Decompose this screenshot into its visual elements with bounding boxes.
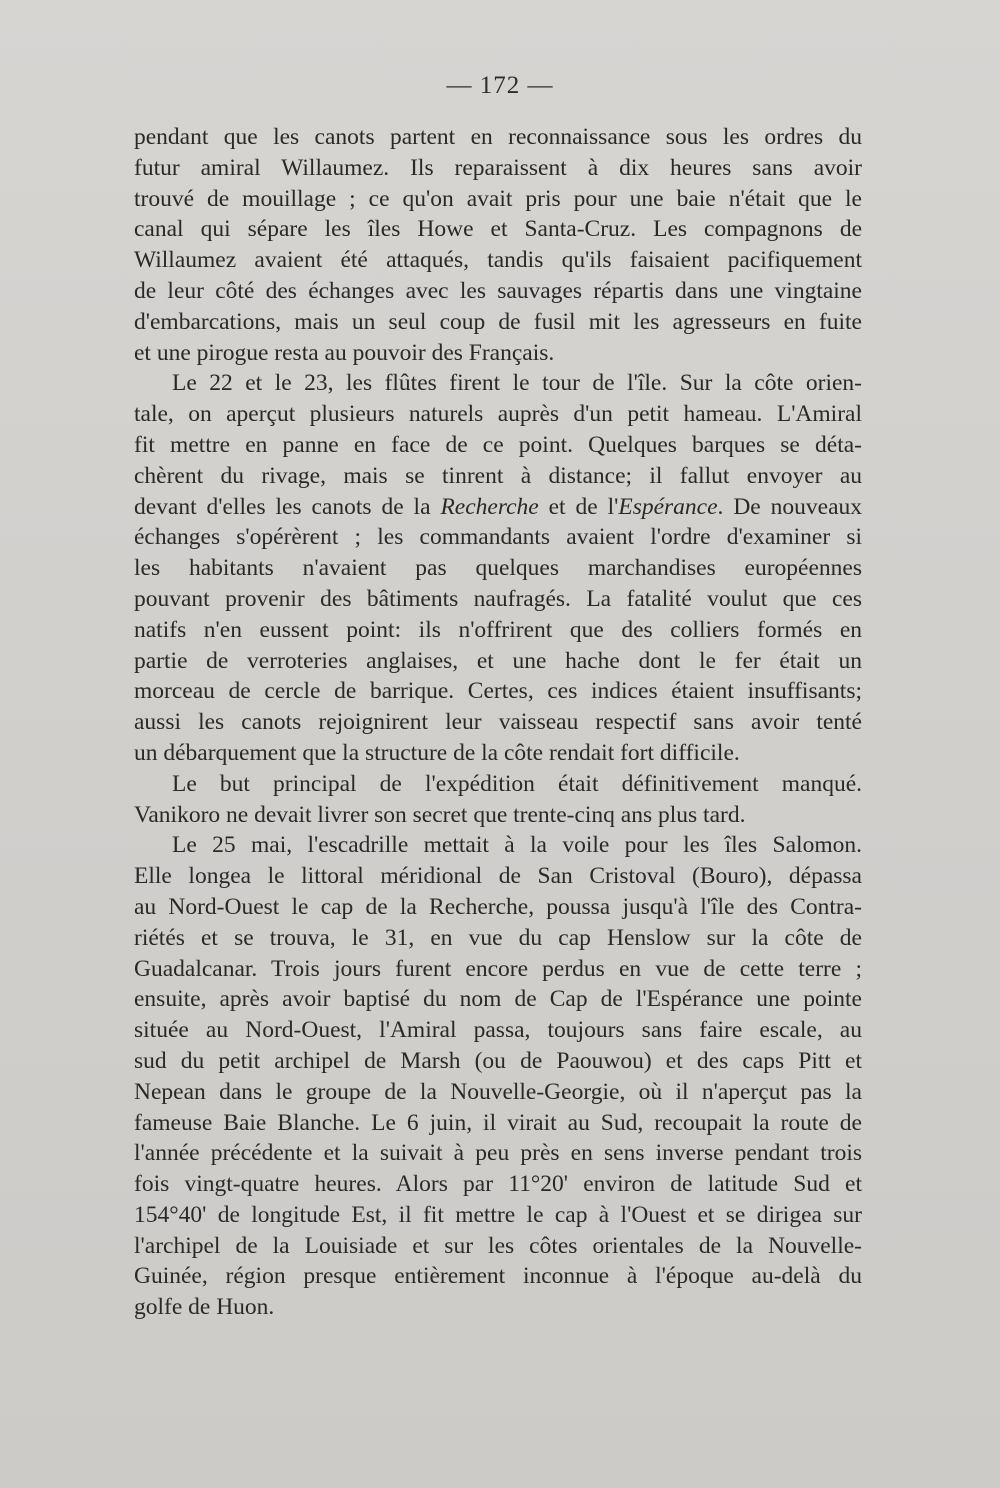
- text-line: d'embarcations, mais un seul coup de fusil mit les agresseurs en fuite: [134, 308, 862, 335]
- text-line: natifs n'en eussent point: ils n'offrirent que des colliers formés en: [134, 616, 862, 643]
- text-line: un débarquement que la structure de la côte rendait fort difficile.: [134, 739, 740, 766]
- text-line: l'archipel de la Louisiade et sur les côtes orientales de la Nouvelle-: [134, 1232, 862, 1259]
- page-number: — 172 —: [446, 72, 554, 99]
- text-line: partie de verroteries anglaises, et une hache dont le fer était un: [134, 647, 862, 674]
- text-line: au Nord-Ouest le cap de la Recherche, poussa jusqu'à l'île des Contra-: [134, 893, 862, 920]
- body-text: [134, 122, 862, 1323]
- text-line: l'année précédente et la suivait à peu près en sens inverse pendant trois: [134, 1140, 862, 1167]
- text-line: Guadalcanar. Trois jours furent encore perdus en vue de cette terre ;: [134, 955, 862, 982]
- paragraph-2: [134, 368, 862, 768]
- text-line: Le 25 mai, l'escadrille mettait à la voile pour les îles Salomon.: [172, 832, 862, 859]
- text-line: 154°40' de longitude Est, il fit mettre le cap à l'Ouest et se dirigea sur: [134, 1201, 862, 1228]
- text-line: sud du petit archipel de Marsh (ou de Paouwou) et des caps Pitt et: [134, 1047, 862, 1074]
- text-line: chèrent du rivage, mais se tinrent à distance; il fallut envoyer au: [134, 462, 862, 489]
- paragraph-1: [134, 122, 862, 368]
- text-line: aussi les canots rejoignirent leur vaisseau respectif sans avoir tenté: [134, 709, 862, 736]
- text-line: pouvant provenir des bâtiments naufragés. La fatalité voulut que ces: [134, 585, 862, 612]
- text-line-with-italics: [134, 492, 862, 523]
- text-line: Elle longea le littoral méridional de San Cristoval (Bouro), dépassa: [134, 863, 862, 890]
- text-line: de leur côté des échanges avec les sauvages répartis dans une vingtaine: [134, 277, 862, 304]
- text-run: et de l': [538, 493, 619, 520]
- text-line: ensuite, après avoir baptisé du nom de Cap de l'Espérance une pointe: [134, 986, 862, 1013]
- text-line: fit mettre en panne en face de ce point. Quelques barques se déta-: [134, 431, 862, 458]
- text-line: Le 22 et le 23, les flûtes firent le tour de l'île. Sur la côte orien-: [172, 370, 862, 397]
- text-line: pendant que les canots partent en reconnaissance sous les ordres du: [134, 124, 862, 150]
- text-line: Vanikoro ne devait livrer son secret que trente-cinq ans plus tard.: [134, 801, 746, 828]
- text-line: canal qui sépare les îles Howe et Santa-Cruz. Les compagnons de: [134, 216, 862, 243]
- text-line: Guinée, région presque entièrement inconnue à l'époque au-delà du: [134, 1263, 862, 1290]
- text-line: située au Nord-Ouest, l'Amiral passa, toujours sans faire escale, au: [134, 1017, 862, 1044]
- text-line: morceau de cercle de barrique. Certes, ces indices étaient insuffisants;: [134, 678, 862, 705]
- text-line: fameuse Baie Blanche. Le 6 juin, il virait au Sud, recoupait la route de: [134, 1109, 862, 1136]
- text-run: . De nouveaux: [717, 493, 862, 520]
- text-line: futur amiral Willaumez. Ils reparaissent à dix heures sans avoir: [134, 154, 862, 181]
- paragraph-3: [134, 769, 862, 831]
- text-run: devant d'elles les canots de la: [134, 493, 441, 520]
- text-line: trouvé de mouillage ; ce qu'on avait pris pour une baie n'était que le: [134, 185, 862, 212]
- text-line: Nepean dans le groupe de la Nouvelle-Georgie, où il n'aperçut pas la: [134, 1078, 862, 1105]
- paragraph-4: [134, 830, 862, 1323]
- text-line: les habitants n'avaient pas quelques marchandises européennes: [134, 555, 862, 582]
- text-line: Le but principal de l'expédition était définitivement manqué.: [172, 770, 862, 797]
- ship-name-esperance: Espérance: [618, 493, 718, 520]
- text-line: golfe de Huon.: [134, 1294, 275, 1321]
- text-line: fois vingt-quatre heures. Alors par 11°20' environ de latitude Sud et: [134, 1171, 862, 1198]
- text-line: tale, on aperçut plusieurs naturels auprès d'un petit hameau. L'Amiral: [134, 401, 862, 428]
- ship-name-recherche: Recherche: [440, 493, 539, 520]
- text-line: Willaumez avaient été attaqués, tandis qu'ils faisaient pacifiquement: [134, 247, 862, 274]
- text-line: riétés et se trouva, le 31, en vue du cap Henslow sur la côte de: [134, 924, 862, 951]
- text-line: et une pirogue resta au pouvoir des Français.: [134, 339, 555, 366]
- text-line: échanges s'opérèrent ; les commandants avaient l'ordre d'examiner si: [134, 524, 862, 551]
